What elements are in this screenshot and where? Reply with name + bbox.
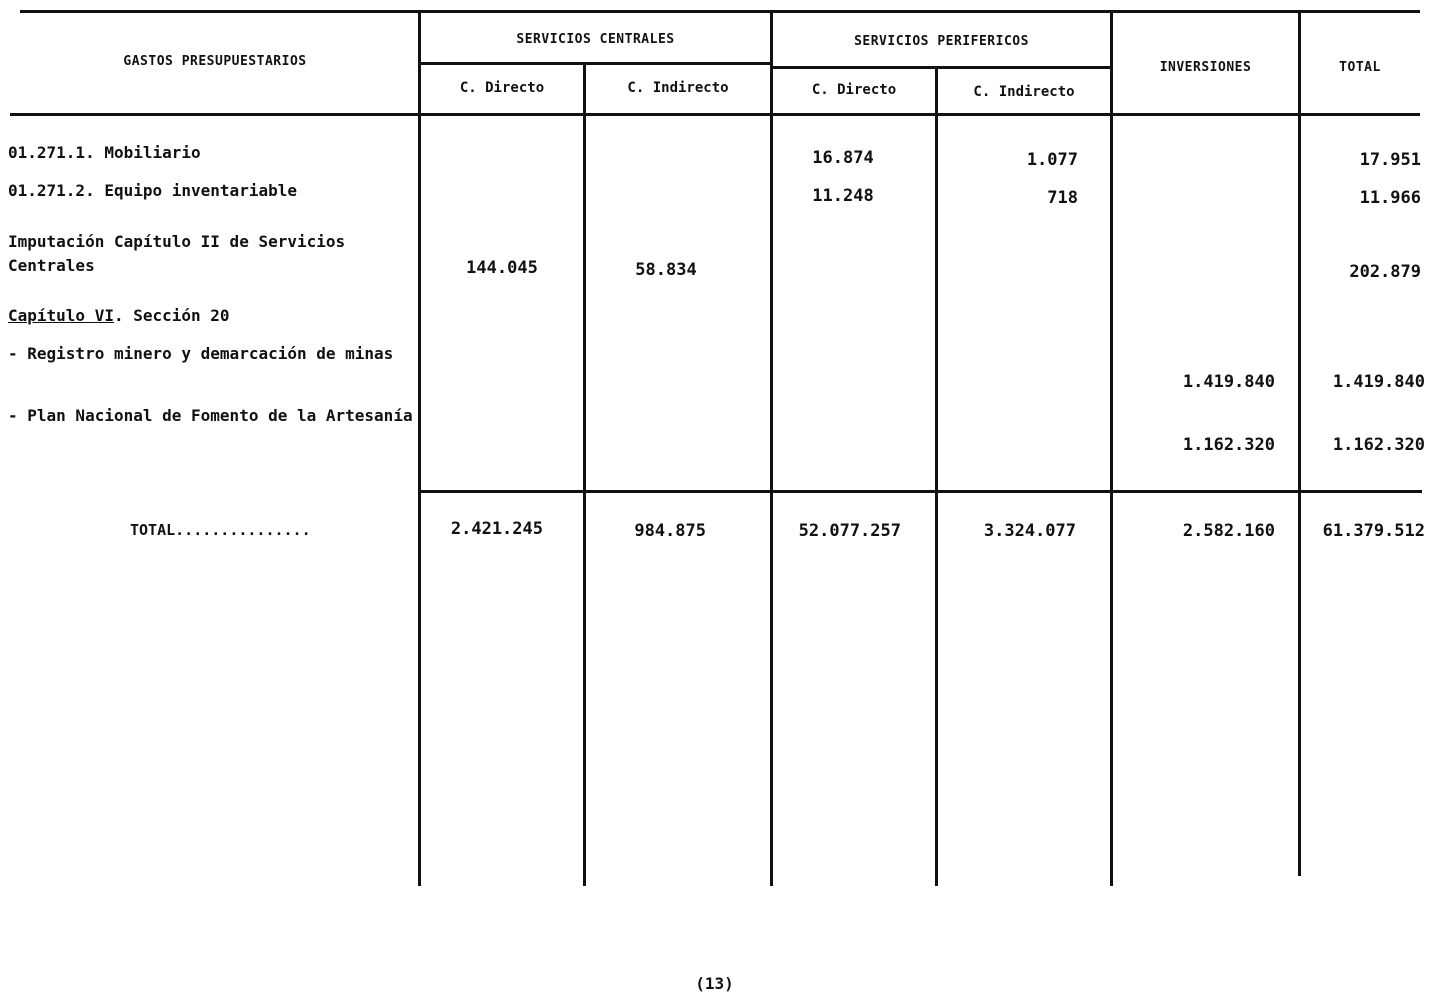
header-central-group: SERVICIOS CENTRALES [516,32,675,47]
cell-peripheral-indirect: 718 [1047,188,1078,208]
cell-total: 11.966 [1359,188,1421,208]
cell-central-indirect: 58.834 [635,260,697,280]
row-label: - Registro minero y demarcación de minas [8,344,394,363]
header-central-indirect: C. Indirecto [627,80,729,96]
header-peripheral-direct: C. Directo [811,82,897,98]
header-total: TOTAL [1339,60,1381,75]
header-peripheral-indirect: C. Indirecto [973,84,1075,100]
cell-investments: 1.419.840 [1182,372,1275,392]
cell-peripheral-direct: 11.248 [812,186,874,206]
peripheral-group-rule [772,66,1112,69]
row-label: 01.271.1. Mobiliario [8,143,201,162]
chapter-label-rest: . Sección 20 [113,306,230,325]
header-bottom-rule [10,113,1420,116]
col-line-1 [418,10,421,886]
col-line-2 [583,64,586,886]
header-investments: INVERSIONES [1159,60,1252,75]
header-central-direct: C. Directo [459,80,545,96]
cell-total: 202.879 [1349,262,1421,282]
cell-total: 1.419.840 [1332,372,1425,392]
total-peripheral-direct: 52.077.257 [798,521,901,541]
cell-central-direct: 144.045 [466,258,538,278]
totals-label: TOTAL............... [130,521,311,539]
row-label: - Plan Nacional de Fomento de la Artesanía [8,406,413,425]
page-number: (13) [695,974,734,993]
totals-rule [420,490,1422,493]
top-rule [20,10,1420,13]
total-central-indirect: 984.875 [634,521,706,541]
header-peripheral-group: SERVICIOS PERIFERICOS [854,34,1029,49]
row-label: Imputación Capítulo II de Servicios Centrales [8,232,346,275]
cell-investments: 1.162.320 [1182,435,1275,455]
chapter-label-underlined: Capítulo VI [8,306,114,325]
cell-total: 1.162.320 [1332,435,1425,455]
central-group-rule [420,62,772,65]
total-total: 61.379.512 [1322,521,1425,541]
cell-peripheral-direct: 16.874 [812,148,874,168]
total-peripheral-indirect: 3.324.077 [983,521,1076,541]
cell-peripheral-indirect: 1.077 [1026,150,1078,170]
row-label: 01.271.2. Equipo inventariable [8,181,297,200]
header-concepts: GASTOS PRESUPUESTARIOS [123,54,307,69]
cell-total: 17.951 [1359,150,1421,170]
col-line-3 [770,10,773,886]
total-investments: 2.582.160 [1182,521,1275,541]
total-central-direct: 2.421.245 [450,519,543,539]
row-label [8,304,413,328]
